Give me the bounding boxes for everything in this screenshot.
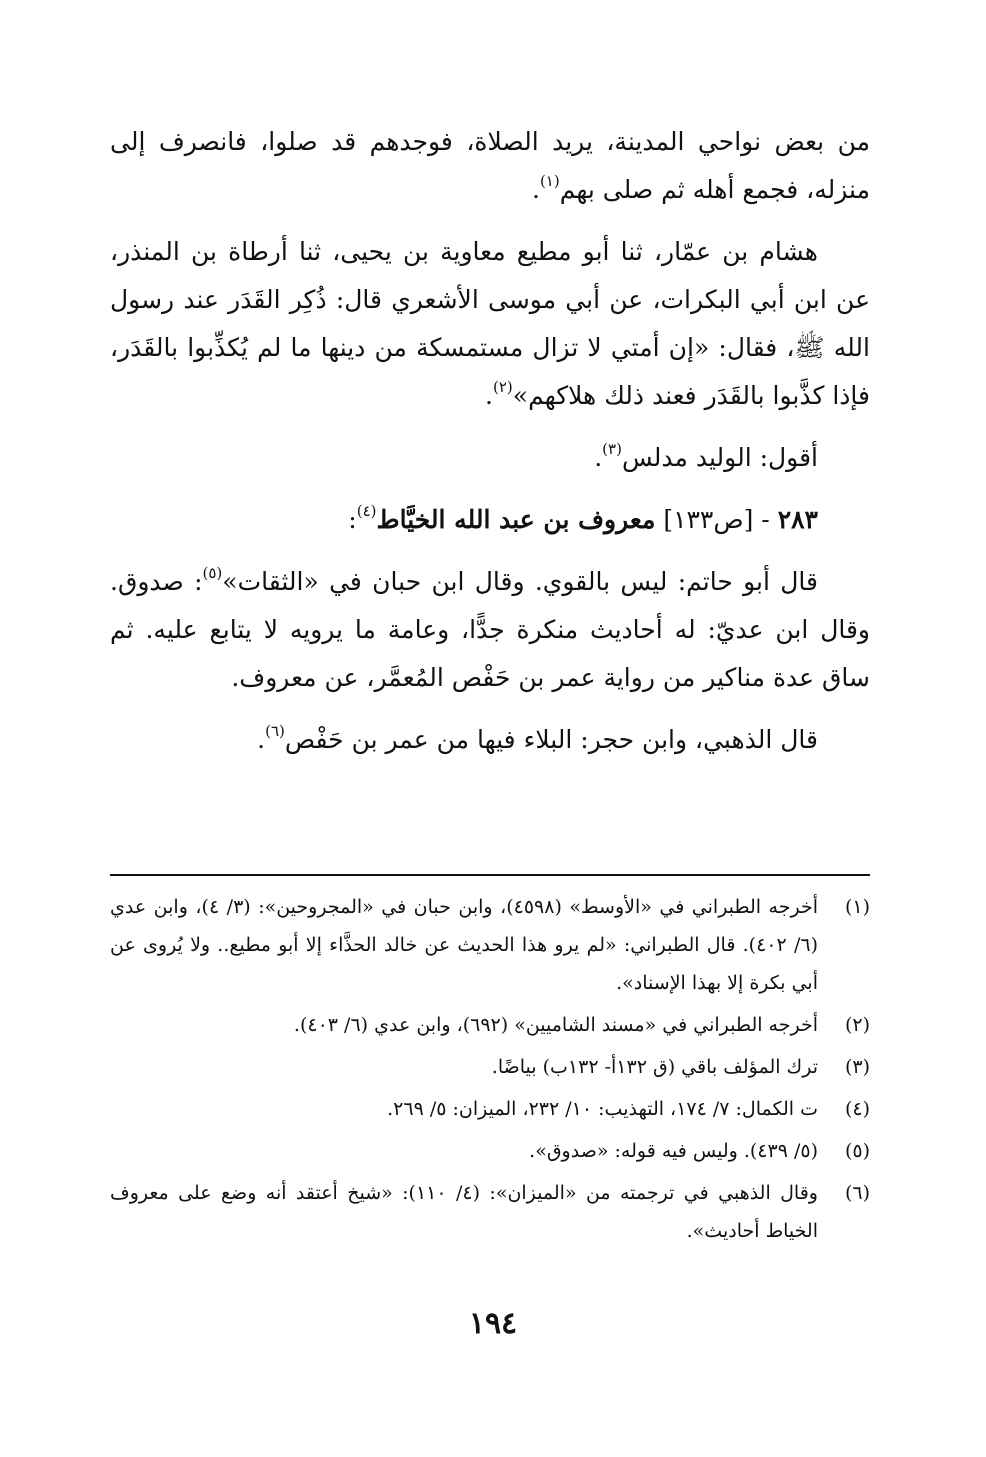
footnote xyxy=(110,888,870,1002)
footnote-text: ت الكمال: ٧/ ١٧٤، التهذيب: ١٠/ ٢٣٢، الميزان: ٥/ ٢٦٩. xyxy=(387,1098,818,1120)
footnote-ref-3: (٣) xyxy=(602,440,622,458)
paragraph-1-text: من بعض نواحي المدينة، يريد الصلاة، فوجدهم قد صلوا، فانصرف إلى منزله، فجمع أهله ثم صلى بهم xyxy=(110,127,870,204)
paragraph-3-text: أقول: الوليد مدلس xyxy=(621,443,818,472)
footnote-number: (٥) xyxy=(844,1140,870,1162)
main-text xyxy=(110,118,870,778)
footnote-text: ترك المؤلف باقي (ق ١٣٢أ- ١٣٢ب) بياضًا. xyxy=(491,1056,818,1078)
paragraph-4-text-b: : صدوق. وقال ابن عديّ: له أحاديث منكرة جدًّا، وعامة ما يرويه لا يتابع عليه. ثم ساق عدة مناكير من رواية عمر بن حَفْص المُعمَّر، عن معروف. xyxy=(110,567,870,692)
paragraph-2-end: . xyxy=(485,381,493,410)
footnote xyxy=(110,1090,870,1128)
footnote-separator xyxy=(110,874,870,876)
footnote-text: وقال الذهبي في ترجمته من «الميزان»: (٤/ ١١٠): «شيخ أعتقد أنه وضع على معروف الخياط أحاديث». xyxy=(110,1182,818,1242)
footnote xyxy=(110,1132,870,1170)
footnote-text: (٥/ ٤٣٩). وليس فيه قوله: «صدوق». xyxy=(529,1140,818,1162)
paragraph-1 xyxy=(110,118,870,214)
paragraph-2-text: هشام بن عمّار، ثنا أبو مطيع معاوية بن يحيى، ثنا أرطاة بن المنذر، عن ابن أبي البكرات، عن أبي موسى الأشعري قال: ذُكِر القَدَر عند رسول الله ﷺ، فقال: «إن أمتي لا تزال مستمسكة من دينها ما لم يُكذِّبوا بالقَدَر، فإذا كذَّبوا بالقَدَر فعند ذلك هلاكهم» xyxy=(110,237,870,410)
footnote-ref-4: (٤) xyxy=(356,502,377,520)
footnotes xyxy=(110,888,870,1254)
footnote-number: (٢) xyxy=(844,1014,870,1036)
footnote-number: (١) xyxy=(844,896,870,918)
footnote-ref-1: (١) xyxy=(539,172,560,190)
footnote xyxy=(110,1006,870,1044)
footnote-text: أخرجه الطبراني في «مسند الشاميين» (٦٩٢)، وابن عدي (٦/ ٤٠٣). xyxy=(293,1014,818,1036)
footnote xyxy=(110,1048,870,1086)
footnote-number: (٣) xyxy=(844,1056,870,1078)
paragraph-5-text: قال الذهبي، وابن حجر: البلاء فيها من عمر بن حَفْص xyxy=(284,725,818,754)
entry-heading xyxy=(110,496,870,544)
paragraph-4-text-a: قال أبو حاتم: ليس بالقوي. وقال ابن حبان في «الثقات» xyxy=(222,567,818,596)
paragraph-1-end: . xyxy=(531,175,540,204)
footnote-ref-6: (٦) xyxy=(265,722,285,740)
paragraph-4 xyxy=(110,558,870,702)
entry-name: معروف بن عبد الله الخيَّاط xyxy=(376,505,656,534)
paragraph-2 xyxy=(110,228,870,420)
entry-page-marker: - [ص١٣٣] xyxy=(663,505,770,534)
paragraph-5-end: . xyxy=(257,725,266,754)
footnote-ref-5: (٥) xyxy=(202,564,223,582)
footnote-ref-2: (٢) xyxy=(493,378,513,396)
paragraph-5 xyxy=(110,716,870,764)
entry-heading-end: : xyxy=(348,505,357,534)
footnote xyxy=(110,1174,870,1250)
footnote-number: (٤) xyxy=(844,1098,870,1120)
footnote-number: (٦) xyxy=(844,1182,870,1204)
entry-number: ٢٨٣ xyxy=(777,505,818,534)
paragraph-3 xyxy=(110,434,870,482)
paragraph-3-end: . xyxy=(594,443,603,472)
footnote-text: أخرجه الطبراني في «الأوسط» (٤٥٩٨)، وابن حبان في «المجروحين»: (٣/ ٤)، وابن عدي (٦/ ٤٠٢). قال الطبراني: «لم يرو هذا الحديث عن خالد الحذَّاء إلا أبو مطيع.. ولا يُروى عن أبي بكرة إلا بهذا الإسناد». xyxy=(110,896,818,994)
page-number: ١٩٤ xyxy=(468,1306,518,1341)
